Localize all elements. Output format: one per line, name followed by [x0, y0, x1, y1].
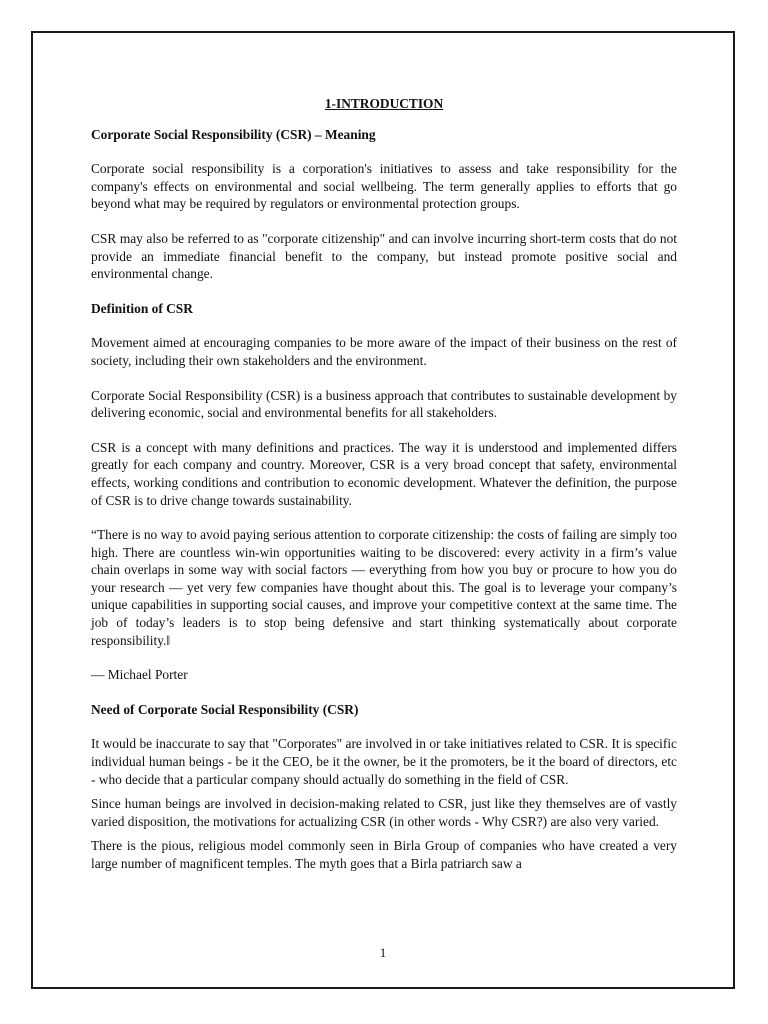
page-content [91, 95, 677, 880]
page-number: 1 [379, 945, 387, 960]
paragraph: Since human beings are involved in decision-making related to CSR, just like they themselves are of vastly varied disposition, the motivations for actualizing CSR (in other words - Why CSR?) are also very varied. [91, 796, 677, 829]
section-heading-need: Need of Corporate Social Responsibility (CSR) [91, 701, 359, 717]
paragraph: There is the pious, religious model commonly seen in Birla Group of companies who have created a very large number of magnificent temples. The myth goes that a Birla patriarch saw a [91, 838, 677, 871]
chapter-title: 1-INTRODUCTION [324, 96, 444, 111]
paragraph: Corporate Social Responsibility (CSR) is a business approach that contributes to sustainable development by delivering economic, social and environmental benefits for all stakeholders. [91, 387, 677, 421]
paragraph: CSR is a concept with many definitions and practices. The way it is understood and implemented differs greatly for each company and country. Moreover, CSR is a very broad concept that safety, environmental effects, working conditions and contribution to economic development. Whatever the definition, the purpose of CSR is to drive change towards sustainability. [91, 439, 677, 508]
document-page [31, 31, 735, 989]
section-heading-definition: Definition of CSR [91, 300, 193, 316]
quote-author: — Michael Porter [91, 667, 188, 683]
paragraph: Movement aimed at encouraging companies to be more aware of the impact of their business on the rest of society, including their own stakeholders and the environment. [91, 335, 677, 368]
quote-paragraph: “There is no way to avoid paying serious attention to corporate citizenship: the costs of failing are simply too high. There are countless win-win opportunities waiting to be discovered: every activity in a firm’s value chain overlaps in some way with social factors — everything from how you buy or procure to how you do your research — yet very few companies have thought about this. The goal is to leverage your company’s unique capabilities in supporting social causes, and improve your competitive context at the same time. The job of today’s leaders is to stop being defensive and start thinking systematically about corporate responsibility.‖ [91, 527, 677, 648]
paragraph: It would be inaccurate to say that "Corporates" are involved in or take initiatives related to CSR. It is specific individual human beings - be it the CEO, be it the owner, be it the promoters, be it the board of directors, etc - who decide that a particular company should actually do something in the field of CSR. [91, 736, 677, 787]
section-heading-meaning: Corporate Social Responsibility (CSR) – Meaning [91, 126, 376, 142]
paragraph: CSR may also be referred to as "corporate citizenship" and can involve incurring short-term costs that do not provide an immediate financial benefit to the company, but instead promote positive social and environmental change. [91, 230, 677, 282]
paragraph: Corporate social responsibility is a corporation's initiatives to assess and take responsibility for the company's effects on environmental and social wellbeing. The term generally applies to efforts that go beyond what may be required by regulators or environmental protection groups. [91, 161, 677, 212]
